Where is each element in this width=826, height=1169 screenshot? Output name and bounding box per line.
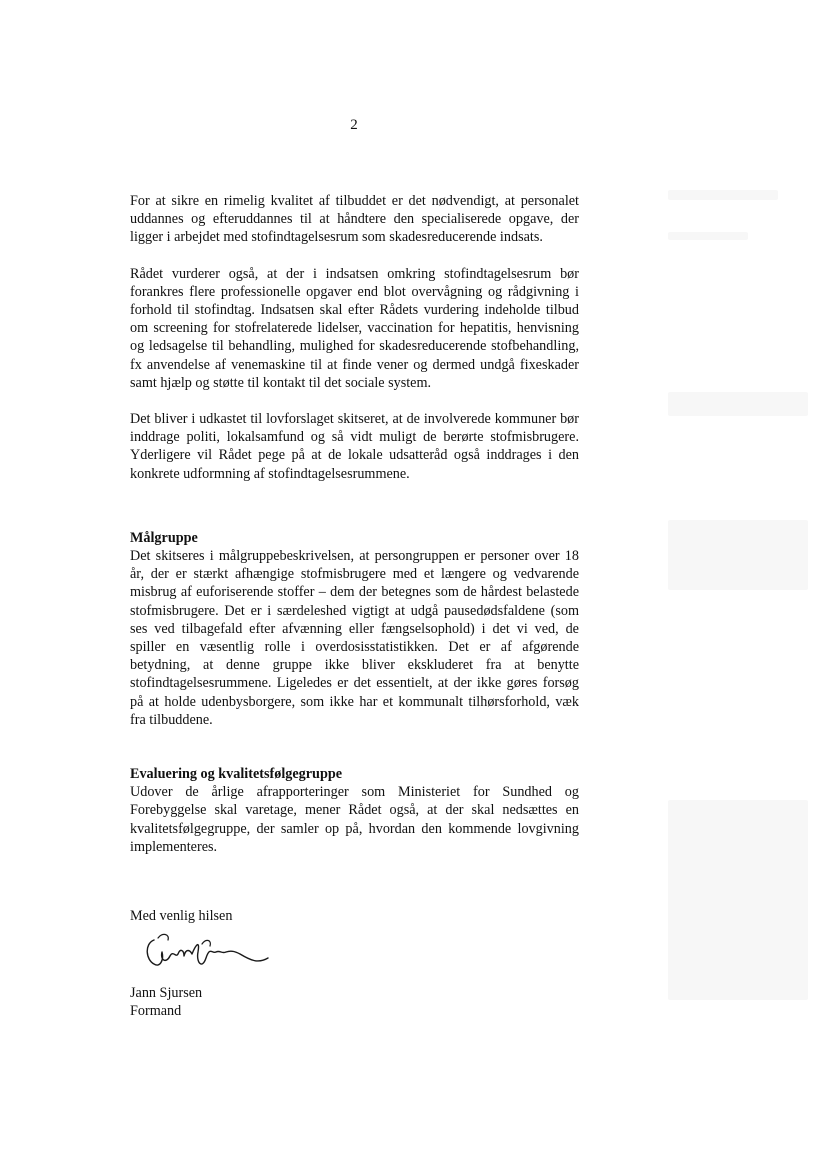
section-heading-malgruppe: Målgruppe <box>130 529 198 546</box>
signer-title: Formand <box>130 1003 182 1020</box>
signer-block <box>130 984 202 1020</box>
letter-body <box>130 192 579 856</box>
signer-name: Jann Sjursen <box>130 985 203 1001</box>
bleed-through-mark <box>668 800 808 1000</box>
bleed-through-mark <box>668 520 808 590</box>
handwritten-signature <box>140 930 280 982</box>
paragraph: Det bliver i udkastet til lovforslaget skitseret, at de involverede kommuner bør inddrage politi, lokalsamfund og så vidt muligt de berørte stofmisbrugere. Yderligere vil Rådet pege på at de lokale udsatteråd også inddrages i den konkrete udformning af stofindtagelsesrummene. <box>130 411 579 482</box>
closing-greeting: Med venlig hilsen <box>130 908 233 924</box>
section-heading-evaluering: Evaluering og kvalitetsfølgegruppe <box>130 766 343 783</box>
page-number: 2 <box>350 117 358 133</box>
bleed-through-mark <box>668 190 778 200</box>
section-body-evaluering: Udover de årlige afrapporteringer som Ministeriet for Sundhed og Forebyggelse skal varetage, mener Rådet også, at der skal nedsættes en kvalitetsfølgegruppe, der samler op på, hvordan den kommende lovgivning implementeres. <box>130 784 579 855</box>
section-body-malgruppe: Det skitseres i målgruppebeskrivelsen, at persongruppen er personer over 18 år, der er stærkt afhængige stofmisbrugere med et længere og vedvarende misbrug af euforiserende stoffer – dem der betegnes som de hårdest belastede stofmisbrugere. Det er i særdeleshed vigtigt at udgå pausedødsfaldene (som ses ved tilbagefald efter afvænning eller fængselsophold) i det vi ved, de spiller en væsentlig rolle i overdosisstatistikken. Det er af afgørende betydning, at denne gruppe ikke bliver ekskluderet fra at benytte stofindtagelsesrummene. Ligeledes er det essentielt, at der ikke gøres forsøg på at holde udenbysborgere, som ikke har et kommunalt tilhørsforhold, væk fra tilbuddene. <box>130 548 579 728</box>
paragraph: Rådet vurderer også, at der i indsatsen omkring stofindtagelsesrum bør forankres flere professionelle opgaver end blot overvågning og rådgivning i forhold til stofindtag. Indsatsen skal efter Rådets vurdering indeholde tilbud om screening for stofrelaterede lidelser, vaccination for hepatitis, henvisning og ledsagelse til behandling, mulighed for skadesreducerende stofbehandling, fx anvendelse af venemaskine til at finde vener og dermed undgå fixeskader samt hjælp og støtte til kontakt til det sociale system. <box>130 265 579 391</box>
paragraph: For at sikre en rimelig kvalitet af tilbuddet er det nødvendigt, at personalet uddannes og efteruddannes til at håndtere den specialiserede opgave, der ligger i arbejdet med stofindtagelsesrum som skadesreducerende indsats. <box>130 193 579 246</box>
bleed-through-mark <box>668 232 748 240</box>
bleed-through-mark <box>668 392 808 416</box>
